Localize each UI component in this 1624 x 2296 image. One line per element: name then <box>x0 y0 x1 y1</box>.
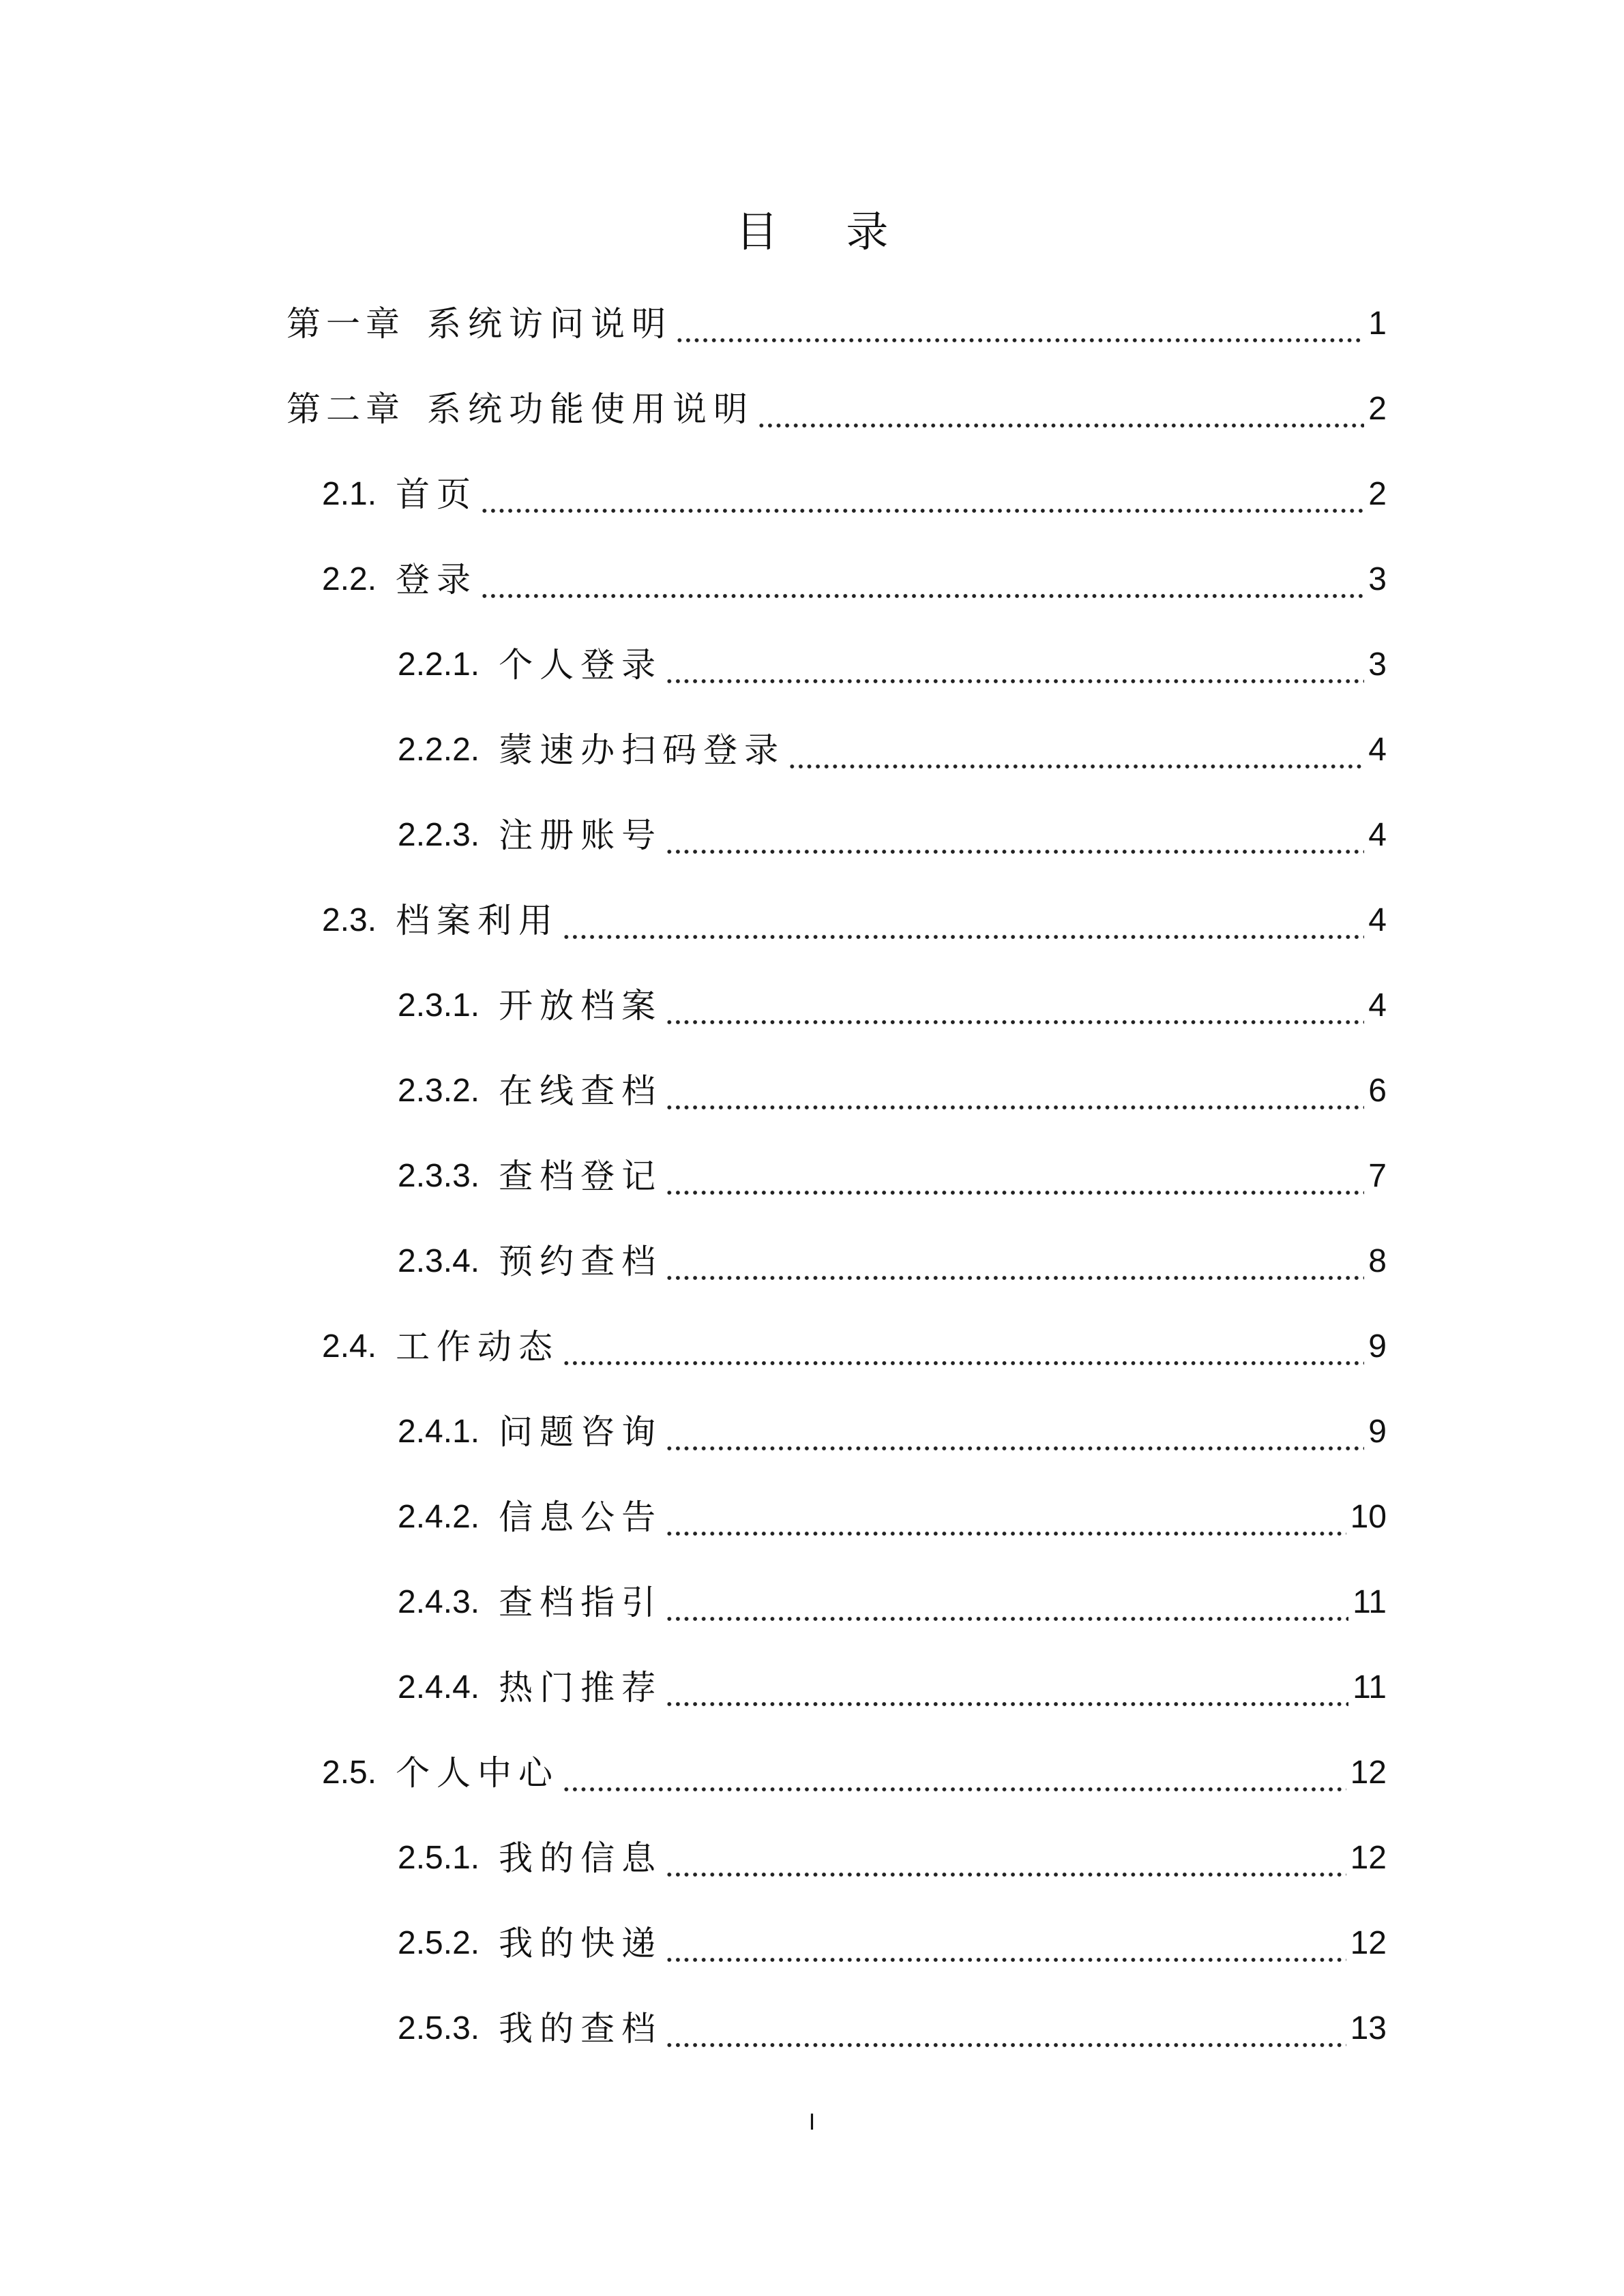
dot-leader <box>562 1746 1346 1800</box>
toc-number: 2.5.1. <box>398 1840 480 1876</box>
dot-leader <box>665 1064 1364 1118</box>
toc-number: 2.2.2. <box>398 732 480 768</box>
dot-leader <box>788 723 1364 777</box>
toc-text: 在线查档 <box>499 1071 663 1111</box>
toc-page-number: 4 <box>1368 902 1387 938</box>
toc-text: 登录 <box>396 560 478 599</box>
dot-leader <box>665 1575 1348 1630</box>
dot-leader <box>665 808 1364 863</box>
dot-leader <box>665 1916 1346 1971</box>
dot-leader <box>562 893 1364 948</box>
toc-page-number: 7 <box>1368 1158 1387 1194</box>
toc-entry-2-3-2[interactable] <box>398 1064 1387 1118</box>
toc-entry-2-4-3[interactable] <box>398 1575 1387 1630</box>
toc-entry-2-4-2[interactable] <box>398 1490 1387 1545</box>
dot-leader <box>665 1490 1346 1545</box>
toc-number: 第一章 <box>286 304 405 344</box>
toc-page-number: 9 <box>1368 1328 1387 1365</box>
dot-leader <box>665 1405 1364 1459</box>
toc-page-number: 4 <box>1368 987 1387 1024</box>
toc-entry-2-5[interactable] <box>322 1746 1387 1800</box>
dot-leader <box>757 382 1364 436</box>
toc-entry-2-2-1[interactable] <box>398 638 1387 692</box>
dot-leader <box>665 1234 1364 1289</box>
toc-entry-2-3-3[interactable] <box>398 1149 1387 1204</box>
toc-text: 个人登录 <box>499 645 663 685</box>
page-number-footer: I <box>808 2109 816 2135</box>
toc-page-number: 4 <box>1368 732 1387 768</box>
toc-page-number: 8 <box>1368 1243 1387 1279</box>
toc-text: 我的快递 <box>499 1924 663 1963</box>
toc-number: 2.1. <box>322 476 377 512</box>
toc-number: 2.4. <box>322 1328 377 1365</box>
dot-leader <box>665 638 1364 692</box>
toc-page-number: 12 <box>1350 1840 1387 1876</box>
toc-text: 预约查档 <box>499 1242 663 1281</box>
toc-page-number: 6 <box>1368 1073 1387 1109</box>
dot-leader <box>665 2001 1346 2056</box>
toc-text: 我的信息 <box>499 1838 663 1878</box>
dot-leader <box>480 467 1364 522</box>
toc-entry-2-4-1[interactable] <box>398 1405 1387 1459</box>
toc-number: 2.5.2. <box>398 1925 480 1961</box>
toc-entry-2-1[interactable] <box>322 467 1387 522</box>
toc-text: 查档登记 <box>499 1157 663 1196</box>
toc-page-number: 11 <box>1353 1584 1387 1620</box>
toc-number: 2.3.1. <box>398 987 480 1024</box>
toc-number: 2.2.3. <box>398 817 480 853</box>
toc-entry-2-4[interactable] <box>322 1320 1387 1374</box>
dot-leader <box>480 552 1364 607</box>
toc-page-number: 9 <box>1368 1414 1387 1450</box>
toc-number: 2.5.3. <box>398 2010 480 2046</box>
toc-number: 2.2. <box>322 561 377 597</box>
toc-text: 首页 <box>396 475 478 514</box>
toc-page-number: 4 <box>1368 817 1387 853</box>
toc-number: 2.4.3. <box>398 1584 480 1620</box>
toc-entry-2-2[interactable] <box>322 552 1387 607</box>
page-title: 目 录 <box>735 207 916 256</box>
dot-leader <box>675 297 1364 351</box>
toc-text: 信息公告 <box>499 1497 663 1537</box>
toc-text: 系统功能使用说明 <box>427 389 754 429</box>
toc-number: 2.4.2. <box>398 1499 480 1535</box>
toc-entry-2-3-1[interactable] <box>398 979 1387 1033</box>
toc-entry-2-5-3[interactable] <box>398 2001 1387 2056</box>
toc-text: 查档指引 <box>499 1583 663 1622</box>
toc-entry-2-3-4[interactable] <box>398 1234 1387 1289</box>
toc-entry-2-3[interactable] <box>322 893 1387 948</box>
toc-text: 工作动态 <box>396 1327 560 1367</box>
dot-leader <box>665 1831 1346 1885</box>
toc-entry-chapter-1[interactable] <box>286 297 1387 351</box>
toc-entry-2-4-4[interactable] <box>398 1660 1387 1715</box>
toc-number: 2.3.3. <box>398 1158 480 1194</box>
toc-text: 档案利用 <box>396 901 560 940</box>
toc-number: 2.4.4. <box>398 1669 480 1705</box>
toc-page-number: 10 <box>1350 1499 1387 1535</box>
toc-text: 个人中心 <box>396 1753 560 1793</box>
toc-text: 系统访问说明 <box>427 304 673 344</box>
toc-page-number: 11 <box>1353 1669 1387 1705</box>
toc-page-number: 2 <box>1368 391 1387 427</box>
toc-text: 问题咨询 <box>499 1412 663 1452</box>
toc-page-number: 12 <box>1350 1755 1387 1791</box>
toc-page-number: 13 <box>1350 2010 1387 2046</box>
toc-number: 2.2.1. <box>398 646 480 683</box>
toc-entry-2-5-1[interactable] <box>398 1831 1387 1885</box>
toc-text: 注册账号 <box>499 816 663 855</box>
dot-leader <box>665 1660 1348 1715</box>
toc-page-number: 1 <box>1368 305 1387 342</box>
toc-number: 2.5. <box>322 1755 377 1791</box>
dot-leader <box>665 979 1364 1033</box>
toc-text: 开放档案 <box>499 986 663 1026</box>
dot-leader <box>665 1149 1364 1204</box>
toc-number: 2.3. <box>322 902 377 938</box>
toc-number: 2.3.2. <box>398 1073 480 1109</box>
toc-entry-chapter-2[interactable] <box>286 382 1387 436</box>
toc-page-number: 3 <box>1368 561 1387 597</box>
toc-entry-2-2-2[interactable] <box>398 723 1387 777</box>
toc-text: 蒙速办扫码登录 <box>499 730 786 770</box>
toc-entry-2-2-3[interactable] <box>398 808 1387 863</box>
toc-text: 我的查档 <box>499 2009 663 2048</box>
toc-number: 2.4.1. <box>398 1414 480 1450</box>
toc-number: 2.3.4. <box>398 1243 480 1279</box>
dot-leader <box>562 1320 1364 1374</box>
toc-entry-2-5-2[interactable] <box>398 1916 1387 1971</box>
toc-text: 热门推荐 <box>499 1668 663 1708</box>
toc-page-number: 3 <box>1368 646 1387 683</box>
toc-page-number: 2 <box>1368 476 1387 512</box>
toc-number: 第二章 <box>286 389 405 429</box>
toc-page-number: 12 <box>1350 1925 1387 1961</box>
